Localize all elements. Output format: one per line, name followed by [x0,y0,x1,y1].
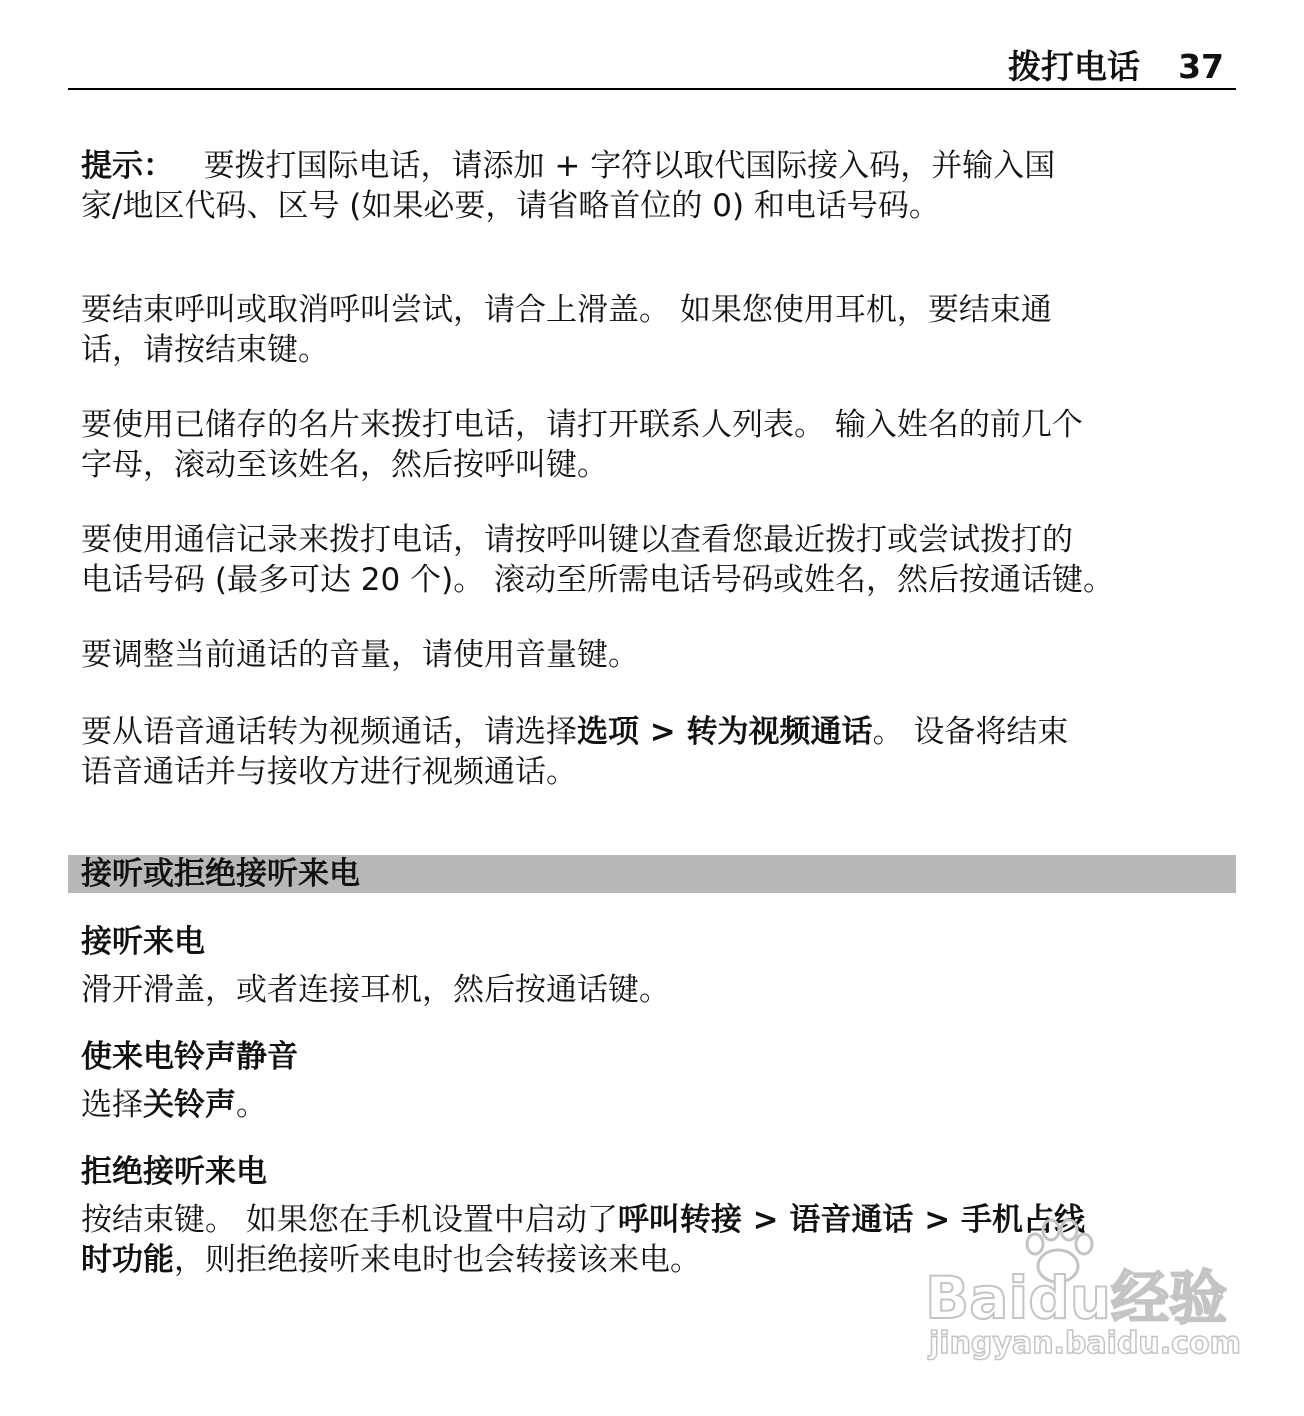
video-paragraph [81,712,1231,792]
tip-label: 提示： [81,148,174,184]
mute-text-suffix: 。 [236,1087,267,1123]
video-line1-prefix: 要从语音通话转为视频通话，请选择 [81,714,577,750]
log-line1: 要使用通信记录来拨打电话，请按呼叫键以查看您最近拨打或尝试拨打的 [81,522,1073,558]
reject-heading: 拒绝接听来电 [81,1154,267,1190]
volume-paragraph [81,635,1231,675]
menu-divert: 呼叫转接 [617,1202,742,1238]
answer-text: 滑开滑盖，或者连接耳机，然后按通话键。 [81,972,670,1008]
menu-busy-part2: 时功能 [81,1242,174,1278]
contacts-line1: 要使用已储存的名片来拨打电话，请打开联系人列表。 输入姓名的前几个 [81,407,1083,443]
mute-heading: 使来电铃声静音 [81,1039,298,1075]
menu-separator: > [639,714,687,750]
answer-paragraph [81,970,1231,1010]
header-title: 拨打电话 [1008,47,1140,86]
reject-line2-suffix: ，则拒绝接听来电时也会转接该来电。 [174,1242,701,1278]
menu-mute: 关铃声 [143,1087,236,1123]
section-title: 接听或拒绝接听来电 [81,856,360,892]
end-call-line2: 话，请按结束键。 [81,332,329,368]
menu-switch-video: 转为视频通话 [686,714,873,750]
section-header-bar [68,855,1236,893]
page-header [68,44,1236,90]
log-line2: 电话号码 (最多可达 20 个)。 滚动至所需电话号码或姓名，然后按通话键。 [81,562,1115,598]
tip-text-line2: 家/地区代码、区号 (如果必要，请省略首位的 0) 和电话号码。 [81,188,940,224]
reject-line1-prefix: 按结束键。 如果您在手机设置中启动了 [81,1202,618,1238]
volume-line1: 要调整当前通话的音量，请使用音量键。 [81,637,639,673]
tip-text-line1: 要拨打国际电话，请添加 + 字符以取代国际接入码，并输入国 [203,148,1056,184]
contacts-line2: 字母，滚动至该姓名，然后按呼叫键。 [81,447,608,483]
end-call-paragraph [81,290,1231,370]
log-paragraph [81,520,1231,600]
baidu-watermark [925,1218,1241,1368]
watermark-logo-text: Baidu经验 [925,1264,1228,1332]
menu-separator-2: > [913,1202,961,1238]
watermark-url: jingyan.baidu.com [929,1326,1241,1361]
menu-separator-1: > [741,1202,790,1238]
menu-options: 选项 [577,714,639,750]
answer-heading: 接听来电 [81,924,205,960]
video-line2: 语音通话并与接收方进行视频通话。 [81,754,577,790]
menu-busy-part1: 手机占线 [960,1202,1085,1238]
video-line1-suffix: 。 设备将结束 [872,714,1069,750]
end-call-line1: 要结束呼叫或取消呼叫尝试，请合上滑盖。 如果您使用耳机，要结束通 [81,292,1052,328]
mute-paragraph [81,1085,1231,1125]
mute-text-prefix: 选择 [81,1087,143,1123]
contacts-paragraph [81,405,1231,485]
tip-paragraph [81,146,1231,226]
page-number: 37 [1178,47,1224,86]
menu-voice-call: 语音通话 [789,1202,914,1238]
